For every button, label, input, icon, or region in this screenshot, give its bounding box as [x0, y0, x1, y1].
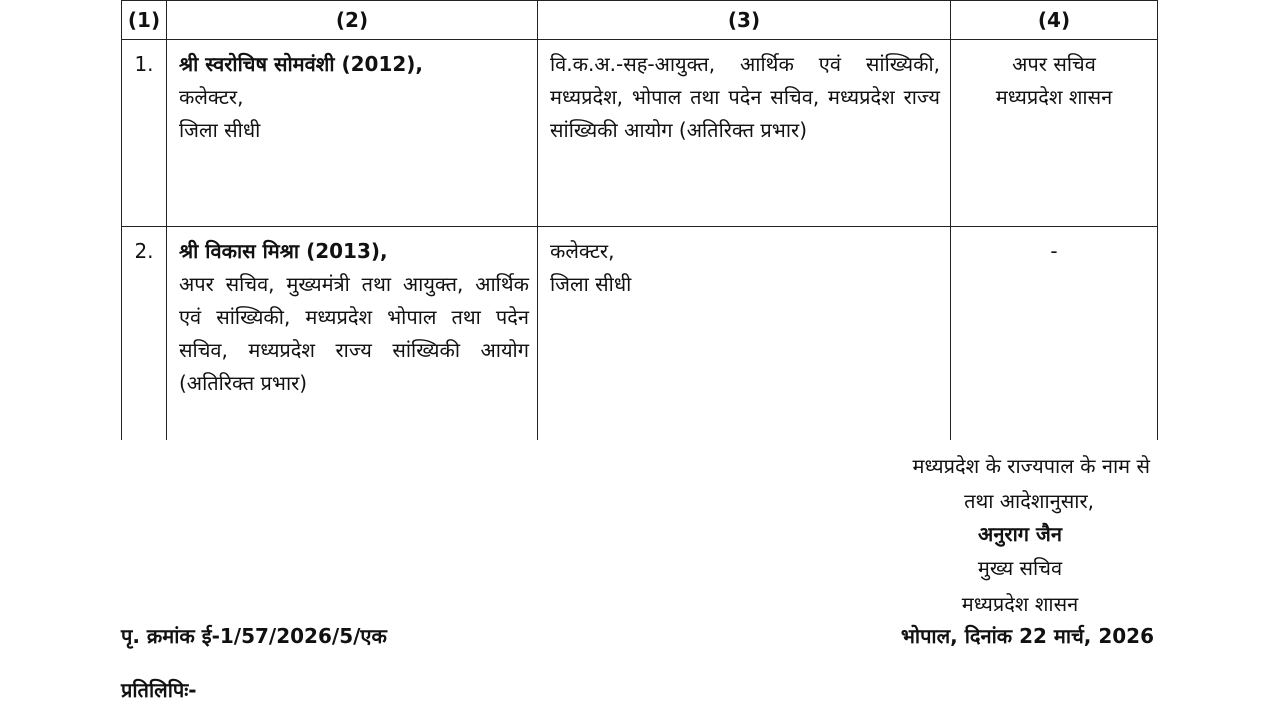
new-post-cell	[538, 227, 951, 441]
new-post-line: जिला सीधी	[550, 272, 632, 296]
new-post-line: कलेक्टर,	[550, 239, 615, 263]
signatory-name: अनुराग जैन	[978, 522, 1062, 546]
table-row	[122, 227, 1158, 441]
current-post-text: अपर सचिव, मुख्यमंत्री तथा आयुक्त, आर्थिक एवं सांख्यिकी, मध्यप्रदेश भोपाल तथा पदेन सचिव, मध्यप्रदेश राज्य सांख्यिकी आयोग (अतिरिक्त प्रभार)	[179, 272, 529, 395]
officer-name: श्री विकास मिश्रा (2013),	[179, 239, 388, 263]
remarks-line: अपर सचिव	[1012, 52, 1096, 76]
row-number: 1.	[122, 40, 167, 227]
posting-table	[121, 0, 1158, 440]
signature-line-2: तथा आदेशानुसार,	[964, 489, 1094, 513]
officer-cell	[167, 227, 538, 441]
remarks-cell	[951, 40, 1158, 227]
signatory-designation: मुख्य सचिव	[977, 556, 1063, 580]
remarks-cell: -	[951, 227, 1158, 441]
signature-line-1: मध्यप्रदेश के राज्यपाल के नाम से	[912, 454, 1150, 478]
current-post-line: जिला सीधी	[179, 118, 261, 142]
new-post-cell: वि.क.अ.-सह-आयुक्त, आर्थिक एवं सांख्यिकी, मध्यप्रदेश, भोपाल तथा पदेन सचिव, मध्यप्रदेश राज्य सांख्यिकी आयोग (अतिरिक्त प्रभार)	[538, 40, 951, 227]
reference-number: पृ. क्रमांक ई-1/57/2026/5/एक	[121, 624, 387, 648]
header-col-2: (2)	[167, 1, 538, 40]
header-col-1: (1)	[122, 1, 167, 40]
row-number: 2.	[122, 227, 167, 441]
remarks-line: मध्यप्रदेश शासन	[995, 85, 1113, 109]
table-header-row	[122, 1, 1158, 40]
signatory-office: मध्यप्रदेश शासन	[961, 592, 1079, 616]
current-post-line: कलेक्टर,	[179, 85, 244, 109]
header-col-4: (4)	[951, 1, 1158, 40]
header-col-3: (3)	[538, 1, 951, 40]
officer-name: श्री स्वरोचिष सोमवंशी (2012),	[179, 52, 424, 76]
officer-cell	[167, 40, 538, 227]
table-row	[122, 40, 1158, 227]
copy-label: प्रतिलिपिः-	[121, 678, 197, 702]
place-date: भोपाल, दिनांक 22 मार्च, 2026	[900, 624, 1154, 648]
